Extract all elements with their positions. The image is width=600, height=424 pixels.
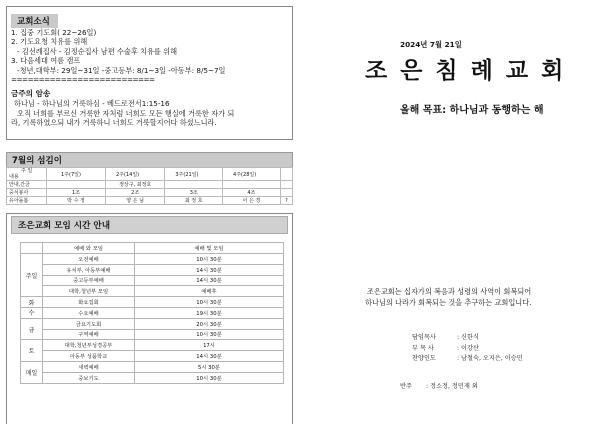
staff-row [412, 344, 523, 355]
table-cell [47, 181, 106, 189]
event-cell: 수요예배 [43, 307, 135, 318]
table-cell [280, 189, 292, 197]
church-name: 조은침례교회 [365, 58, 577, 84]
table-cell: 3주(21일) [165, 168, 223, 181]
table-cell: 4조 [223, 189, 281, 197]
church-news-box [6, 6, 293, 140]
staff-row [412, 333, 523, 344]
table-row [21, 361, 284, 372]
staff-role: 찬양인도 [412, 355, 436, 362]
time-cell: 19시 30분 [135, 307, 284, 318]
memory-verse-title: 금주의 암송 [11, 89, 51, 99]
table-row [21, 297, 284, 308]
column-header: 예배 와 모임 [43, 243, 135, 254]
time-cell: 10시 30분 [135, 329, 284, 340]
news-line: 3. 다음세대 여름 캠프 [11, 56, 81, 66]
table-row [21, 286, 284, 297]
table-row [7, 181, 293, 189]
table-cell [223, 181, 281, 189]
table-cell: 이 은 경 [223, 197, 281, 205]
meeting-schedule-title: 조은교회 모임 시간 안내 [11, 216, 288, 234]
divider-line: ========================== [11, 75, 155, 85]
vision-line: 조은교회는 십자가의 복음과 성령의 사역이 회복되어 [367, 287, 532, 296]
staff-name: : 남철숙, 오지은, 이승민 [457, 355, 523, 362]
bulletin-cover [305, 0, 600, 424]
left-column [6, 6, 293, 424]
meeting-schedule-box [6, 213, 293, 424]
table-cell: 2주(14일) [106, 168, 165, 181]
table-cell: 1조 [47, 189, 106, 197]
church-vision [365, 287, 531, 308]
table-cell: 안내,간금 [7, 181, 47, 189]
table-row [21, 318, 284, 329]
event-cell: 오전예배 [43, 254, 135, 265]
servers-section [6, 152, 293, 205]
time-cell: 10시 30분 [135, 297, 284, 308]
table-cell [7, 168, 47, 181]
event-cell: 중보기도 [43, 372, 135, 383]
table-cell [280, 168, 292, 181]
table-header-row [21, 243, 284, 254]
time-cell: 20시 30분 [135, 318, 284, 329]
event-cell: 아동부 성품학교 [43, 351, 135, 362]
table-row [7, 197, 293, 205]
event-cell: 대학,청년부 모임 [43, 286, 135, 297]
table-cell: 4주(28일) [223, 168, 281, 181]
memory-verse-line: 라, 기록하였으되 내가 거룩하니 너희도 거룩할지어다 하셨느니라. [11, 117, 217, 127]
event-cell: 중고등부예배 [43, 275, 135, 286]
event-cell: 화요집회 [43, 297, 135, 308]
table-cell: 최 정 호 [165, 197, 223, 205]
table-row [21, 275, 284, 286]
day-cell: 매일 [21, 361, 43, 383]
accompanist-role: 반주 [400, 383, 412, 390]
time-cell: 10시 30분 [135, 372, 284, 383]
table-cell: 유아돌봄 [7, 197, 47, 205]
news-line: -청년,대학부: 29일~31일 -중고등부: 8/1~3일 -아동부: 8/5~7일 [17, 65, 226, 75]
table-cell: 정상구, 최정호 [106, 181, 165, 189]
staff-role: 담임목사 [412, 334, 436, 341]
event-cell: 구역예배 [43, 329, 135, 340]
table-cell: 양 은 님 [106, 197, 165, 205]
memory-verse-line: 하나님 - 하나님의 거룩하심 - 베드로전서1:15-16 [14, 99, 170, 109]
time-cell: 17시 [135, 340, 284, 351]
day-cell: 금 [21, 318, 43, 340]
yearly-motto: 올해 목표: 하나님과 동행하는 해 [400, 105, 544, 116]
table-cell: ? [280, 197, 292, 205]
church-news-title: 교회소식 [11, 14, 58, 28]
event-cell: 금요기도회 [43, 318, 135, 329]
day-cell: 화 [21, 297, 43, 308]
staff-row [412, 354, 523, 365]
time-cell: 14시 30분 [135, 264, 284, 275]
memory-verse-line: 오직 너희를 부르신 거룩한 자처럼 너희도 모든 행실에 거룩한 자가 되 [17, 108, 235, 118]
time-cell: 5시 30분 [135, 361, 284, 372]
table-row [7, 168, 293, 181]
day-cell: 수 [21, 307, 43, 318]
header-label: 주 일 [21, 168, 33, 174]
meeting-schedule-table [20, 242, 284, 384]
header-label: 내용 [9, 174, 19, 180]
table-cell [165, 181, 223, 189]
servers-table [6, 167, 293, 205]
table-cell: 박 수 정 [47, 197, 106, 205]
news-line: 2. 기도요청 치유를 위해 [11, 37, 88, 47]
table-cell [21, 243, 43, 254]
table-row [21, 351, 284, 362]
table-row [21, 340, 284, 351]
time-cell: 14시 30분 [135, 275, 284, 286]
accompanist-line [400, 381, 478, 390]
news-line: - 김선례집사 - 김정순집사 남편 수술후 치유를 위해 [17, 46, 178, 56]
time-cell: 14시 30분 [135, 351, 284, 362]
news-line: 1. 집중 기도회( 22~26일) [11, 28, 97, 37]
table-cell [280, 181, 292, 189]
event-cell: 유치부, 아동부예배 [43, 264, 135, 275]
table-row [21, 329, 284, 340]
table-cell: 1주(7일) [47, 168, 106, 181]
time-cell: 예배후 [135, 286, 284, 297]
staff-name: : 이강산 [457, 344, 479, 352]
day-cell: 토 [21, 340, 43, 362]
time-cell: 10시 30분 [135, 254, 284, 265]
day-cell: 주일 [21, 254, 43, 297]
event-cell: 대학,청년부성경공부 [43, 340, 135, 351]
table-cell: 2조 [106, 189, 165, 197]
table-row [21, 254, 284, 265]
table-row [21, 264, 284, 275]
column-header: 예배 및 모임 [135, 243, 284, 254]
vision-line: 하나님의 나라가 회복되는 것을 추구하는 교회입니다. [365, 297, 532, 307]
staff-list [412, 333, 523, 365]
staff-role: 부 목 사 [412, 344, 434, 352]
table-cell: 중식봉사 [7, 189, 47, 197]
staff-name: : 신한식 [457, 334, 479, 341]
table-row [21, 307, 284, 318]
table-row [7, 189, 293, 197]
servers-title: 7월의 섬김이 [6, 152, 293, 167]
bulletin-date: 2024년 7월 21일 [400, 40, 462, 49]
accompanist-names: : 정소정, 정민재 외 [426, 383, 478, 390]
table-cell: 3조 [165, 189, 223, 197]
table-row [21, 372, 284, 383]
event-cell: 새벽예배 [43, 361, 135, 372]
